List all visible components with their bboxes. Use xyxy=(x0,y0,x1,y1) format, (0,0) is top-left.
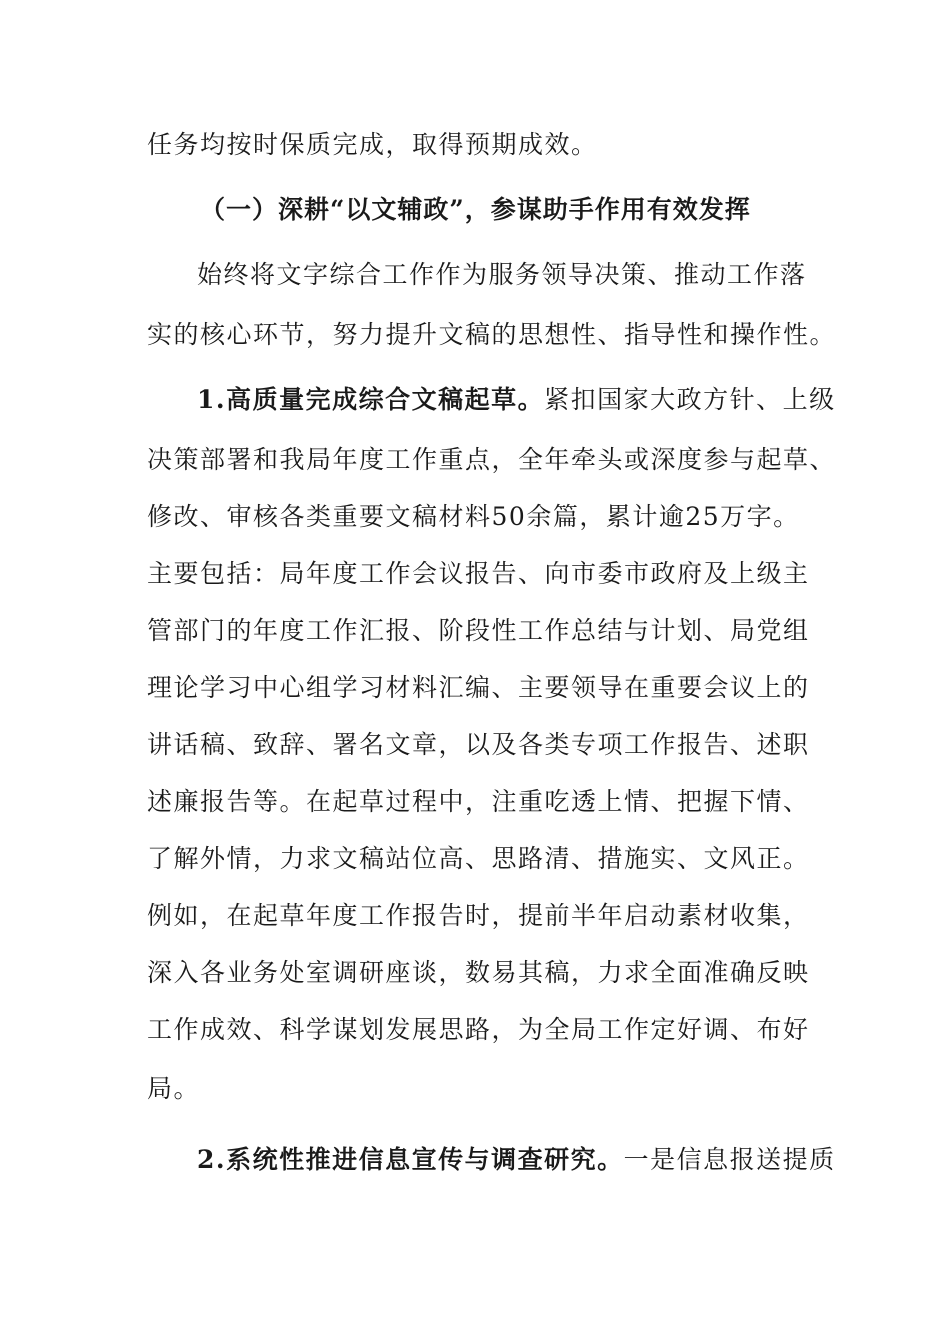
item2-first-line-rest: 一是信息报送提质 xyxy=(623,1145,836,1174)
paragraph-line: 管部门的年度工作汇报、阶段性工作总结与计划、局党组 xyxy=(147,616,810,645)
paragraph-line: 实的核心环节，努力提升文稿的思想性、指导性和操作性。 xyxy=(147,320,837,349)
item1-title: 1.高质量完成综合文稿起草。 xyxy=(197,385,545,414)
paragraph-line: 深入各业务处室调研座谈，数易其稿，力求全面准确反映 xyxy=(147,958,810,987)
item1-first-line-rest: 紧扣国家大政方针、上级 xyxy=(544,385,836,414)
paragraph-line: 局。 xyxy=(147,1074,201,1103)
paragraph-line: 讲话稿、致辞、署名文章，以及各类专项工作报告、述职 xyxy=(147,730,810,759)
paragraph-line: 修改、审核各类重要文稿材料50余篇，累计逾25万字。 xyxy=(147,502,800,531)
paragraph-line: 例如，在起草年度工作报告时，提前半年启动素材收集， xyxy=(147,901,810,930)
paragraph-line: 始终将文字综合工作作为服务领导决策、推动工作落 xyxy=(197,260,807,289)
paragraph-line: 理论学习中心组学习材料汇编、主要领导在重要会议上的 xyxy=(147,673,810,702)
item2-title: 2.系统性推进信息宣传与调查研究。 xyxy=(197,1145,624,1174)
item2-first-line xyxy=(197,1143,857,1177)
intro-tail-line: 任务均按时保质完成，取得预期成效。 xyxy=(147,130,598,159)
paragraph-line: 工作成效、科学谋划发展思路，为全局工作定好调、布好 xyxy=(147,1015,810,1044)
section-heading: （一）深耕“以文辅政”，参谋助手作用有效发挥 xyxy=(200,195,751,224)
paragraph-line: 决策部署和我局年度工作重点，全年牵头或深度参与起草、 xyxy=(147,445,837,474)
paragraph-line: 了解外情，力求文稿站位高、思路清、措施实、文风正。 xyxy=(147,844,810,873)
paragraph-line: 主要包括：局年度工作会议报告、向市委市政府及上级主 xyxy=(147,559,810,588)
paragraph-line: 述廉报告等。在起草过程中，注重吃透上情、把握下情、 xyxy=(147,787,810,816)
item1-first-line xyxy=(197,383,857,417)
